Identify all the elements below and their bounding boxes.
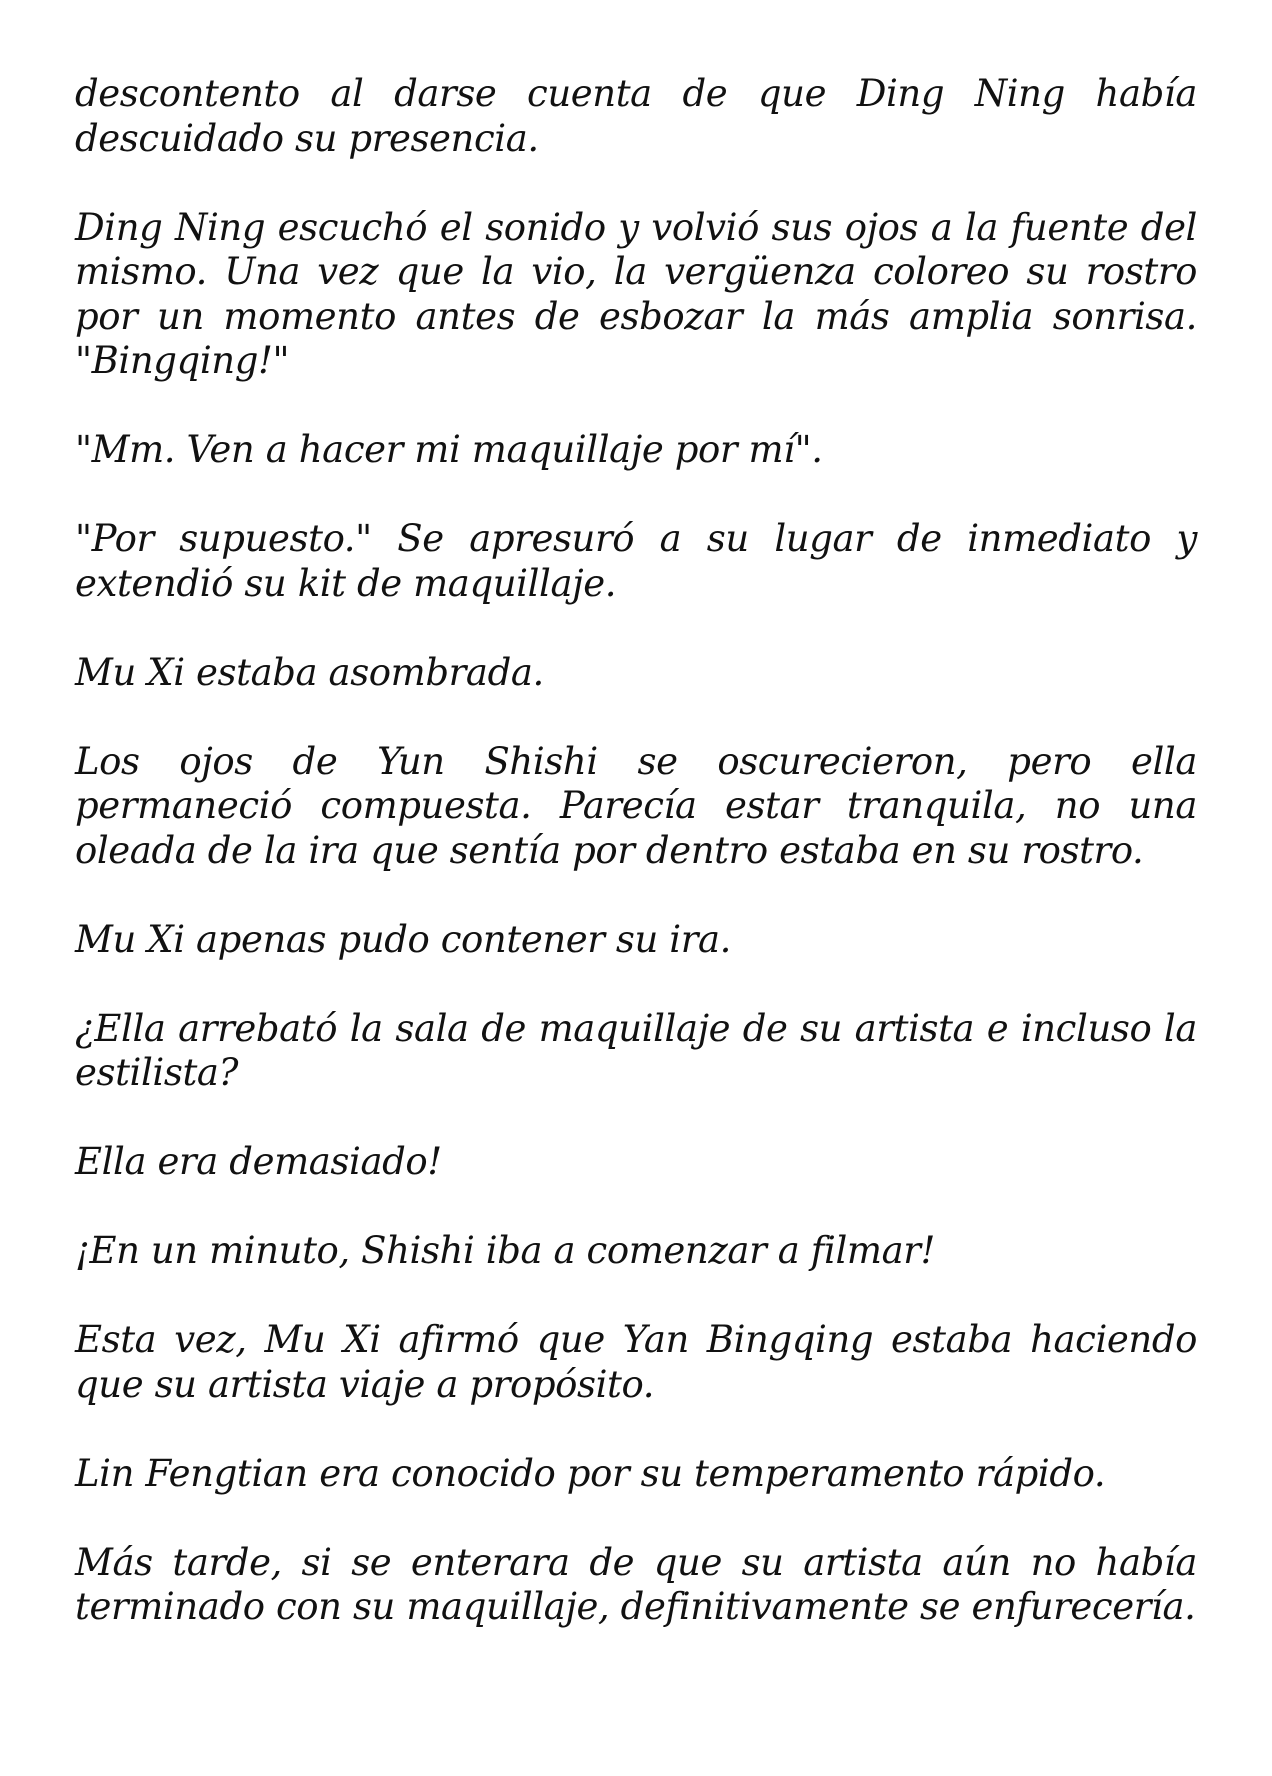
document-page <box>75 72 1197 1630</box>
paragraph: Mu Xi estaba asombrada. <box>75 650 544 694</box>
paragraph: "Mm. Ven a hacer mi maquillaje por mí". <box>75 428 823 471</box>
paragraph: descontento al darse cuenta de que Ding Ning había descuidado su presencia. <box>75 72 1197 160</box>
paragraph: "Por supuesto." Se apresuró a su lugar de inmediato y extendió su kit de maquillaje. <box>75 517 1197 605</box>
paragraph: Más tarde, si se enterara de que su artista aún no había terminado con su maquillaje, definitivamente se enfurecería. <box>75 1540 1197 1628</box>
paragraph: ¿Ella arrebató la sala de maquillaje de su artista e incluso la estilista? <box>75 1006 1197 1094</box>
paragraph: Lin Fengtian era conocido por su temperamento rápido. <box>75 1451 1106 1495</box>
paragraph: Ella era demasiado! <box>75 1140 442 1183</box>
paragraph: ¡En un minuto, Shishi iba a comenzar a filmar! <box>75 1229 936 1272</box>
paragraph: Los ojos de Yun Shishi se oscurecieron, pero ella permaneció compuesta. Parecía estar tranquila, no una oleada de la ira que sentía por dentro estaba en su rostro. <box>75 739 1197 872</box>
paragraph: Esta vez, Mu Xi afirmó que Yan Bingqing estaba haciendo que su artista viaje a propósito. <box>75 1318 1197 1406</box>
paragraph: Ding Ning escuchó el sonido y volvió sus ojos a la fuente del mismo. Una vez que la vio, la vergüenza coloreo su rostro por un momento antes de esbozar la más amplia sonrisa. "Bingqing!" <box>75 205 1197 382</box>
paragraph: Mu Xi apenas pudo contener su ira. <box>75 917 732 961</box>
